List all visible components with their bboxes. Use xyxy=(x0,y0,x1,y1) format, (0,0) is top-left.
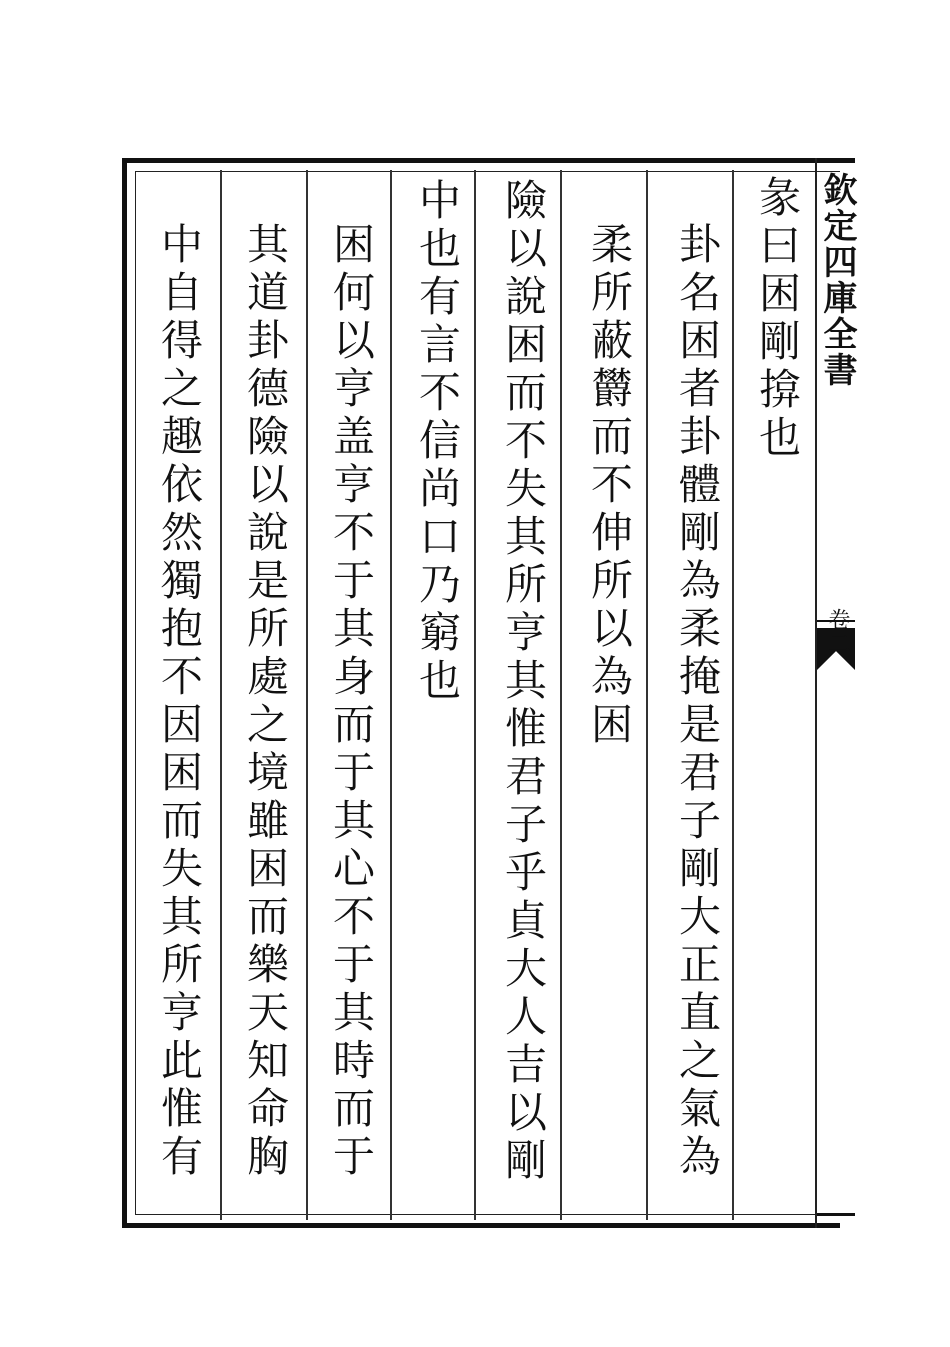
column-rule xyxy=(306,170,308,1220)
column-rule xyxy=(560,170,562,1220)
text-column-3: 柔所蔽欝而不伸所以為困 xyxy=(585,222,634,750)
text-column-8: 中自得之趣依然獨抱不因困而失其所亨此惟有 xyxy=(155,222,204,1182)
column-rule xyxy=(474,170,476,1220)
text-column-1: 彖曰困剛揜也 xyxy=(753,175,802,463)
margin-strip-top-border xyxy=(815,158,855,163)
text-column-6: 困何以亨盖亨不于其身而于其心不于其時而于 xyxy=(327,222,376,1182)
text-column-4: 險以說困而不失其所亨其惟君子乎貞大人吉以剛 xyxy=(499,178,548,1186)
text-column-5: 中也有言不信尚口乃窮也 xyxy=(413,178,462,706)
margin-strip-bottom xyxy=(817,1213,855,1216)
text-column-2: 卦名困者卦體剛為柔掩是君子剛大正直之氣為 xyxy=(673,222,722,1182)
column-rule xyxy=(732,170,734,1220)
text-column-7: 其道卦德險以說是所處之境雖困而樂天知命胸 xyxy=(241,222,290,1182)
volume-label: 卷二 xyxy=(825,608,850,656)
column-rule xyxy=(646,170,648,1220)
book-title: 欽定四庫全書 xyxy=(817,172,857,388)
column-rule xyxy=(220,170,222,1220)
column-rule xyxy=(390,170,392,1220)
